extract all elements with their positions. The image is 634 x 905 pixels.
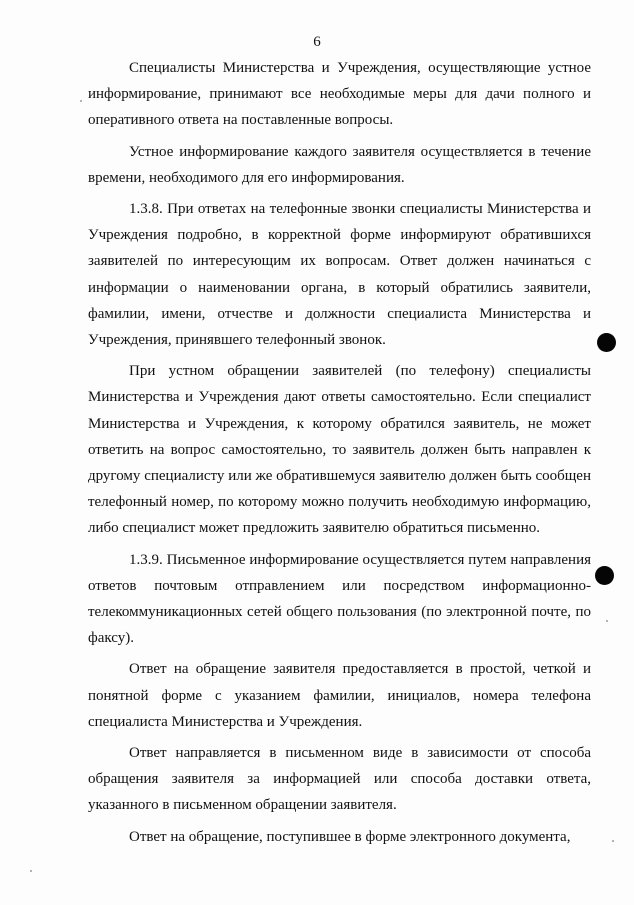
scan-speck [612,840,614,842]
binder-hole-mark [597,333,616,352]
paragraph: Ответ на обращение заявителя предоставляется в простой, четкой и понятной форме с указанием фамилии, инициалов, номера телефона специалиста Министерства и Учреждения. [88,661,591,730]
page-number: 6 [313,34,321,50]
scan-speck [80,100,82,102]
body-text [88,55,591,850]
paragraph: Специалисты Министерства и Учреждения, осуществляющие устное информирование, принимают все необходимые меры для дачи полного и оперативного ответа на поставленные вопросы. [88,60,591,129]
binder-hole-mark [595,566,614,585]
paragraph: 1.3.8. При ответах на телефонные звонки специалисты Министерства и Учреждения подробно, в корректной форме информируют обратившихся заявителей по интересующим их вопросам. Ответ должен начинаться с информации о наименовании органа, в который обратились заявители, фамилии, имени, отчестве и должности специалиста Министерства и Учреждения, принявшего телефонный звонок. [88,201,591,349]
paragraph: 1.3.9. Письменное информирование осуществляется путем направления ответов почтовым отправлением или посредством информационно-телекоммуникационных сетей общего пользования (по электронной почте, по факсу). [88,551,591,647]
paragraph: Устное информирование каждого заявителя осуществляется в течение времени, необходимого для его информирования. [88,143,591,186]
scan-speck [606,620,608,622]
scan-speck [30,870,32,872]
paragraph: Ответ направляется в письменном виде в зависимости от способа обращения заявителя за информацией или способа доставки ответа, указанного в письменном обращении заявителя. [88,745,591,814]
paragraph: При устном обращении заявителей (по телефону) специалисты Министерства и Учреждения дают ответы самостоятельно. Если специалист Министерства и Учреждения, к которому обратился заявитель, не может ответить на вопрос самостоятельно, то заявитель должен быть направлен к другому специалисту или же обратившемуся заявителю должен быть сообщен телефонный номер, по которому можно получить необходимую информацию, либо специалист может предложить заявителю обратиться письменно. [88,363,591,537]
paragraph: Ответ на обращение, поступившее в форме электронного документа, [129,828,571,845]
